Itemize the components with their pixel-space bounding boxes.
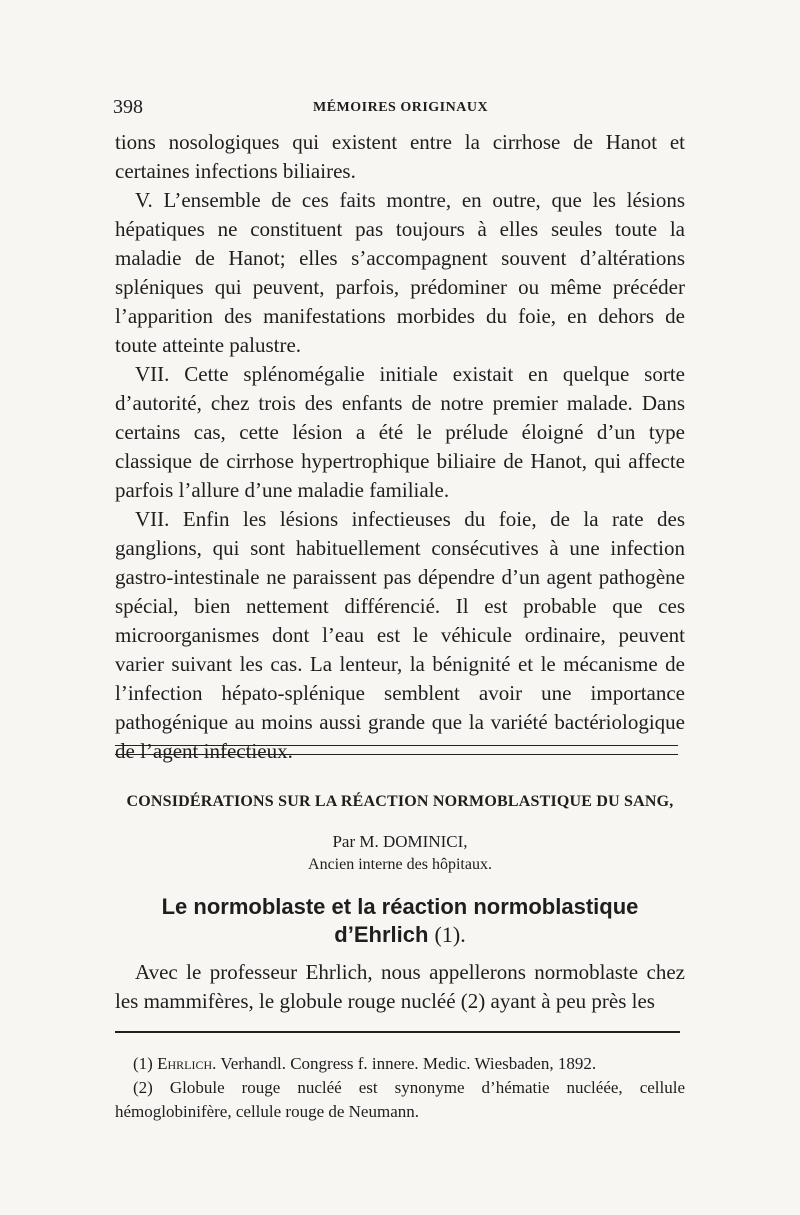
section-title — [115, 893, 685, 949]
footnote-1 — [115, 1052, 685, 1076]
author-affiliation: Ancien interne des hôpitaux. — [308, 856, 492, 873]
paragraph-v: V. L’ensemble de ces faits montre, en outre, que les lésions hépatiques ne constituent pas toujours à elles seules toute la maladie de Hanot; elles s’accompagnent souvent d’altérations spléniques qui peuvent, parfois, prédominer ou même précéder l’apparition des manifestations morbides du foie, en dehors de toute atteinte palustre. — [115, 188, 685, 357]
paragraph-vii-b: VII. Enfin les lésions infectieuses du foie, de la rate des ganglions, qui sont habituellement consécutives à une infection gastro-intestinale ne paraissent pas dépendre d’un agent pathogène spécial, bien nettement différencié. Il est probable que ces microorganismes dont l’eau est le véhicule ordinaire, peuvent varier suivant les cas. La lenteur, la bénignité et le mécanisme de l’infection hépato-splénique semblent avoir une importance pathogénique au moins aussi grande que la variété bactériologique de l’agent infectieux. — [115, 507, 685, 763]
article-title: CONSIDÉRATIONS SUR LA RÉACTION NORMOBLASTIQUE DU SANG, — [126, 793, 674, 810]
footnote-1-text: Verhandl. Congress f. innere. Medic. Wiesbaden, 1892. — [220, 1054, 597, 1073]
page-number: 398 — [113, 96, 143, 118]
page-header — [113, 96, 683, 120]
separator-rule-top — [115, 745, 678, 746]
paragraph-continued: tions nosologiques qui existent entre la cirrhose de Hanot et certaines infections biliaires. — [115, 130, 685, 183]
footnotes — [115, 1052, 685, 1124]
body-text — [115, 128, 685, 766]
author-byline: Par M. DOMINICI, — [332, 832, 468, 851]
section-title-line2 — [115, 921, 685, 949]
footnote-1-author: Ehrlich. — [157, 1054, 217, 1073]
separator-rule-bottom — [115, 754, 678, 755]
footnote-ref-1: (1). — [434, 922, 466, 947]
footnote-2: (2) Globule rouge nucléé est synonyme d’hématie nucléée, cellule hémoglobinifère, cellule rouge de Neumann. — [115, 1078, 685, 1121]
section-text — [115, 958, 685, 1016]
paragraph-vii-a: VII. Cette splénomégalie initiale existait en quelque sorte d’autorité, chez trois des enfants de notre premier malade. Dans certains cas, cette lésion a été le prélude éloigné d’un type classique de cirrhose hypertrophique biliaire de Hanot, qui affecte parfois l’allure d’une maladie familiale. — [115, 362, 685, 502]
footnote-rule — [115, 1031, 680, 1033]
section-paragraph: Avec le professeur Ehrlich, nous appellerons normoblaste chez les mammifères, le globule rouge nucléé (2) ayant à peu près les — [115, 960, 685, 1013]
section-title-ehrlich: d’Ehrlich — [334, 922, 429, 947]
section-title-line1: Le normoblaste et la réaction normoblastique — [161, 894, 639, 919]
footnote-1-marker: (1) — [133, 1054, 153, 1073]
running-head: MÉMOIRES ORIGINAUX — [313, 100, 489, 115]
